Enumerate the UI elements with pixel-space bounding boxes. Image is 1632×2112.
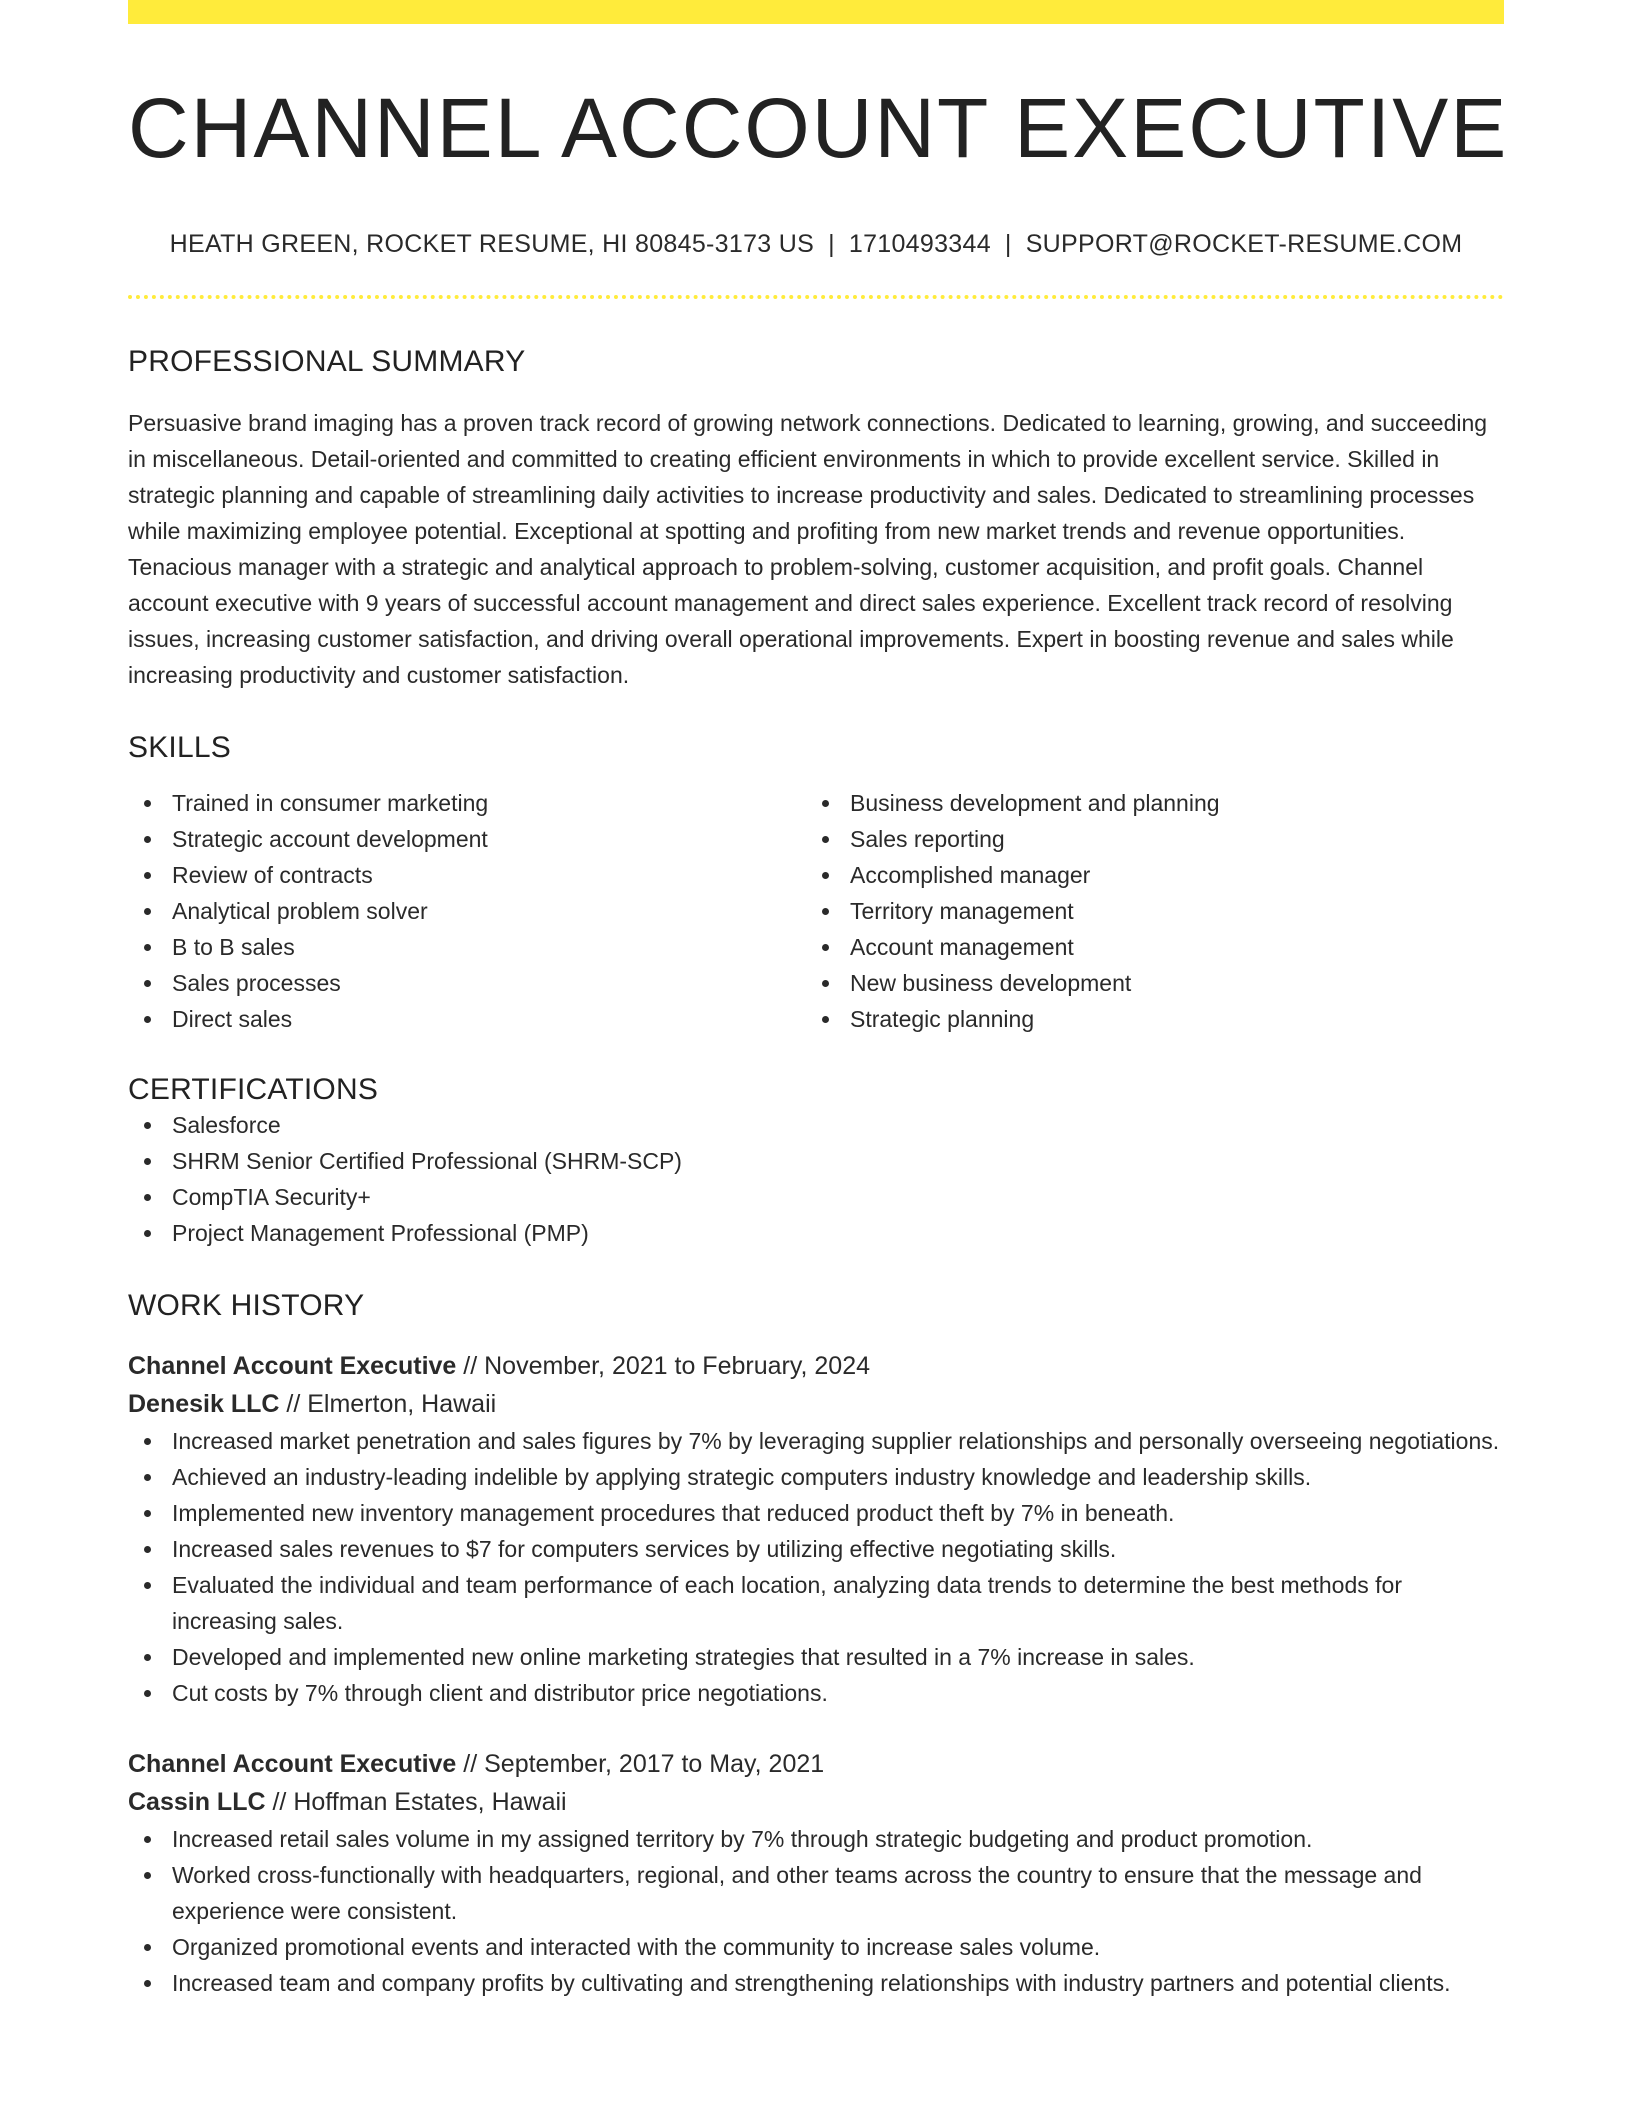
- skill-item-text: Business development and planning: [850, 790, 1220, 816]
- certification-item: [128, 1215, 1504, 1251]
- job-bullets: [128, 1821, 1504, 2001]
- skills-list: [128, 785, 1504, 1037]
- certification-item-text: Salesforce: [172, 1112, 281, 1138]
- skill-item-text: Analytical problem solver: [172, 898, 428, 924]
- accent-top-bar: [128, 0, 1504, 24]
- job-location: // Hoffman Estates, Hawaii: [272, 1788, 567, 1816]
- bullet-dot-icon: [144, 1474, 151, 1481]
- skill-item-text: Review of contracts: [172, 862, 373, 888]
- certification-item: [128, 1179, 1504, 1215]
- job-bullet: [128, 1531, 1504, 1567]
- skill-item-text: Accomplished manager: [850, 862, 1091, 888]
- contact-separator: |: [828, 230, 835, 258]
- certification-item-text: CompTIA Security+: [172, 1184, 371, 1210]
- job-bullet: [128, 1965, 1504, 2001]
- bullet-dot-icon: [822, 908, 829, 915]
- skill-item: [806, 785, 1484, 821]
- job-bullet-text: Organized promotional events and interacted with the community to increase sales volume.: [172, 1934, 1101, 1960]
- bullet-dot-icon: [144, 1230, 151, 1237]
- job-bullet: [128, 1495, 1504, 1531]
- skill-item: [806, 821, 1484, 857]
- job-bullet: [128, 1459, 1504, 1495]
- job-title: Channel Account Executive: [128, 1352, 457, 1380]
- job-company-line: [128, 1783, 1504, 1821]
- skill-item: [128, 1001, 806, 1037]
- skill-item: [128, 785, 806, 821]
- bullet-dot-icon: [822, 980, 829, 987]
- job-bullet-text: Evaluated the individual and team performance of each location, analyzing data trends to determine the best methods for increasing sales.: [172, 1572, 1402, 1634]
- skill-item: [128, 857, 806, 893]
- bullet-dot-icon: [822, 1016, 829, 1023]
- skill-item-text: Sales processes: [172, 970, 341, 996]
- skill-item-text: Trained in consumer marketing: [172, 790, 489, 816]
- bullet-dot-icon: [144, 1690, 151, 1697]
- bullet-dot-icon: [144, 1980, 151, 1987]
- skill-item: [128, 893, 806, 929]
- bullet-dot-icon: [144, 1872, 151, 1879]
- bullet-dot-icon: [144, 872, 151, 879]
- bullet-dot-icon: [144, 1194, 151, 1201]
- job-bullet-text: Implemented new inventory management procedures that reduced product theft by 7% in beneath.: [172, 1500, 1175, 1526]
- contact-email: SUPPORT@ROCKET-RESUME.COM: [1025, 230, 1463, 258]
- job-title-line: [128, 1745, 1504, 1783]
- skill-item: [806, 857, 1484, 893]
- bullet-dot-icon: [144, 1582, 151, 1589]
- job-dates: // November, 2021 to February, 2024: [463, 1352, 870, 1380]
- bullet-dot-icon: [822, 836, 829, 843]
- skill-item-text: B to B sales: [172, 934, 295, 960]
- job-title: Channel Account Executive: [128, 1750, 457, 1778]
- contact-line: [128, 230, 1504, 259]
- job-bullet: [128, 1567, 1504, 1639]
- job-bullets: [128, 1423, 1504, 1711]
- skill-item: [806, 1001, 1484, 1037]
- resume-title: CHANNEL ACCOUNT EXECUTIVE: [128, 81, 1509, 175]
- resume-page: [128, 0, 1509, 2001]
- job-bullet: [128, 1821, 1504, 1857]
- skill-item: [128, 929, 806, 965]
- bullet-dot-icon: [144, 836, 151, 843]
- skill-item-text: New business development: [850, 970, 1132, 996]
- skill-item-text: Sales reporting: [850, 826, 1005, 852]
- bullet-dot-icon: [144, 1438, 151, 1445]
- bullet-dot-icon: [822, 944, 829, 951]
- bullet-dot-icon: [144, 1944, 151, 1951]
- bullet-dot-icon: [144, 1836, 151, 1843]
- summary-text: Persuasive brand imaging has a proven track record of growing network connections. Dedicated to learning, growing, and succeeding in miscellaneous. Detail-oriented and committed to creating efficient environments in which to provide excellent service. Skilled in strategic planning and capable of streamlining daily activities to increase productivity and sales. Dedicated to streamlining processes while maximizing employee potential. Exceptional at spotting and profiting from new market trends and revenue opportunities. Tenacious manager with a strategic and analytical approach to problem-solving, customer acquisition, and profit goals. Channel account executive with 9 years of successful account management and direct sales experience. Excellent track record of resolving issues, increasing customer satisfaction, and driving overall operational improvements. Expert in boosting revenue and sales while increasing productivity and customer satisfaction.: [128, 410, 1488, 688]
- summary-heading: PROFESSIONAL SUMMARY: [128, 345, 526, 378]
- bullet-dot-icon: [822, 800, 829, 807]
- skill-item: [806, 929, 1484, 965]
- job-bullet-text: Worked cross-functionally with headquarters, regional, and other teams across the country to ensure that the message and experience were consistent.: [172, 1862, 1422, 1924]
- job-location: // Elmerton, Hawaii: [286, 1390, 497, 1418]
- job-bullet: [128, 1857, 1504, 1929]
- job-bullet: [128, 1675, 1504, 1711]
- job-company-line: [128, 1385, 1504, 1423]
- bullet-dot-icon: [144, 1016, 151, 1023]
- skill-item-text: Account management: [850, 934, 1074, 960]
- bullet-dot-icon: [822, 872, 829, 879]
- job-company: Denesik LLC: [128, 1390, 280, 1418]
- bullet-dot-icon: [144, 1122, 151, 1129]
- dotted-divider: [128, 295, 1504, 299]
- job-entry: [128, 1347, 1504, 1711]
- skills-column-left: [128, 785, 806, 1037]
- work-history-list: [128, 1347, 1504, 2001]
- job-dates: // September, 2017 to May, 2021: [463, 1750, 825, 1778]
- skill-item-text: Strategic planning: [850, 1006, 1035, 1032]
- skills-heading: SKILLS: [128, 731, 231, 764]
- job-company: Cassin LLC: [128, 1788, 266, 1816]
- job-bullet: [128, 1423, 1504, 1459]
- skill-item: [806, 965, 1484, 1001]
- job-bullet: [128, 1929, 1504, 1965]
- certifications-heading: CERTIFICATIONS: [128, 1073, 379, 1106]
- job-bullet-text: Achieved an industry-leading indelible by applying strategic computers industry knowledge and leadership skills.: [172, 1464, 1312, 1490]
- skill-item-text: Strategic account development: [172, 826, 488, 852]
- bullet-dot-icon: [144, 1158, 151, 1165]
- job-entry: [128, 1745, 1504, 2001]
- job-bullet-text: Increased team and company profits by cultivating and strengthening relationships with industry partners and potential clients.: [172, 1970, 1451, 1996]
- job-bullet-text: Increased market penetration and sales figures by 7% by leveraging supplier relationships and personally overseeing negotiations.: [172, 1428, 1500, 1454]
- certification-item-text: SHRM Senior Certified Professional (SHRM-SCP): [172, 1148, 682, 1174]
- job-bullet-text: Cut costs by 7% through client and distributor price negotiations.: [172, 1680, 828, 1706]
- certification-item: [128, 1107, 1504, 1143]
- job-bullet-text: Increased retail sales volume in my assigned territory by 7% through strategic budgeting and product promotion.: [172, 1826, 1313, 1852]
- bullet-dot-icon: [144, 944, 151, 951]
- contact-address: HEATH GREEN, ROCKET RESUME, HI 80845-3173 US: [169, 230, 815, 258]
- job-title-line: [128, 1347, 1504, 1385]
- job-bullet: [128, 1639, 1504, 1675]
- bullet-dot-icon: [144, 1546, 151, 1553]
- bullet-dot-icon: [144, 980, 151, 987]
- contact-phone: 1710493344: [848, 230, 991, 258]
- bullet-dot-icon: [144, 908, 151, 915]
- bullet-dot-icon: [144, 800, 151, 807]
- bullet-dot-icon: [144, 1654, 151, 1661]
- certification-item-text: Project Management Professional (PMP): [172, 1220, 589, 1246]
- certifications-list: [128, 1107, 1504, 1251]
- skill-item-text: Territory management: [850, 898, 1074, 924]
- job-bullet-text: Increased sales revenues to $7 for computers services by utilizing effective negotiating skills.: [172, 1536, 1117, 1562]
- skill-item: [128, 965, 806, 1001]
- skills-column-right: [806, 785, 1484, 1037]
- contact-separator: |: [1004, 230, 1012, 258]
- bullet-dot-icon: [144, 1510, 151, 1517]
- job-bullet-text: Developed and implemented new online marketing strategies that resulted in a 7% increase in sales.: [172, 1644, 1195, 1670]
- skill-item-text: Direct sales: [172, 1006, 293, 1032]
- certification-item: [128, 1143, 1504, 1179]
- skill-item: [128, 821, 806, 857]
- skill-item: [806, 893, 1484, 929]
- work-history-heading: WORK HISTORY: [128, 1289, 365, 1322]
